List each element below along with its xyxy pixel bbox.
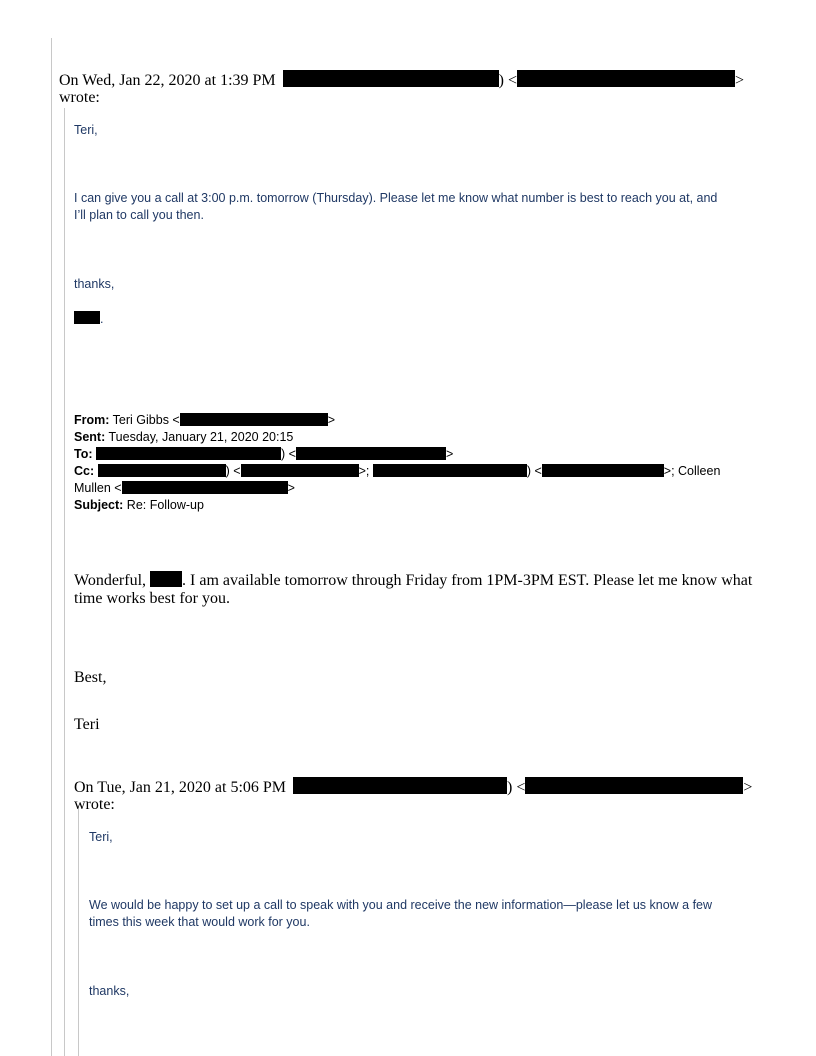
header-cc: Cc: ) < >; ) < >; Colleen: [74, 464, 721, 478]
redacted-cc-name-1: [98, 464, 226, 477]
redacted-to-email: [296, 447, 446, 460]
email1-body-line2: I’ll plan to call you then.: [74, 208, 204, 222]
quote-bar-outer: [51, 38, 52, 1056]
header-from: From: Teri Gibbs < >: [74, 413, 336, 427]
email2-name: Teri: [74, 716, 100, 733]
email3-body-line1: We would be happy to set up a call to speak with you and receive the new information—please let us know a few: [89, 898, 713, 912]
attribution-wrote-1: wrote:: [59, 89, 100, 106]
header-to: To: ) < >: [74, 447, 454, 461]
email3-signoff: thanks,: [89, 984, 130, 998]
attribution-wrote-3: wrote:: [74, 796, 115, 813]
quote-bar-level3: [78, 806, 79, 1056]
redacted-sender-email: [517, 70, 735, 87]
redacted-cc-email-1: [241, 464, 359, 477]
redacted-name: [150, 571, 182, 587]
redacted-sender-name-3: [293, 777, 507, 794]
redacted-from-email: [180, 413, 328, 426]
quote-bar-level2: [64, 108, 65, 1056]
header-subject: Subject: Re: Follow-up: [74, 498, 204, 512]
header-cc-line2: Mullen < >: [74, 481, 295, 495]
email1-signoff: thanks,: [74, 277, 115, 291]
redacted-cc-email-3: [122, 481, 288, 494]
email1-body-line1: I can give you a call at 3:00 p.m. tomorrow (Thursday). Please let me know what number is best to reach you at, and: [74, 191, 718, 205]
redacted-sender-name: [283, 70, 499, 87]
redacted-cc-name-2: [373, 464, 527, 477]
email2-body-line1: Wonderful, . I am available tomorrow through Friday from 1PM-3PM EST. Please let me know what: [74, 572, 753, 589]
redacted-to-name: [96, 447, 281, 460]
attribution-line-1: On Wed, Jan 22, 2020 at 1:39 PM ) < >: [59, 72, 745, 89]
email3-greeting: Teri,: [89, 830, 113, 844]
email2-signoff: Best,: [74, 669, 107, 686]
email1-greeting: Teri,: [74, 123, 98, 137]
redacted-signature: [74, 311, 100, 324]
redacted-sender-email-3: [525, 777, 743, 794]
header-sent: Sent: Tuesday, January 21, 2020 20:15: [74, 430, 294, 444]
email2-body-line2: time works best for you.: [74, 590, 230, 607]
attribution-line-3: On Tue, Jan 21, 2020 at 5:06 PM ) < >: [74, 779, 753, 796]
redacted-cc-email-2: [542, 464, 664, 477]
email1-signature: .: [74, 311, 103, 328]
email3-body-line2: times this week that would work for you.: [89, 915, 310, 929]
